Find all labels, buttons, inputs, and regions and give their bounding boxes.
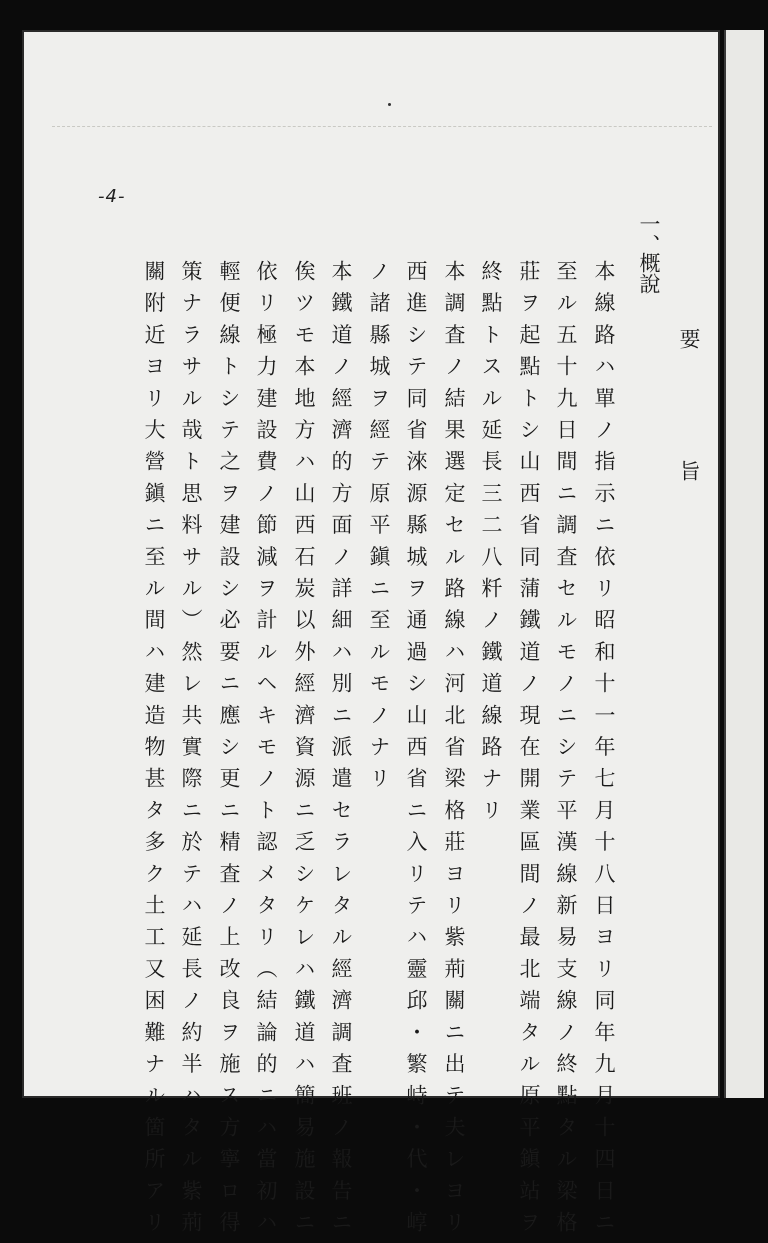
text-column-2: 至ル五十九日間ニ調査セルモノニシテ平漢線新易支線ノ終點タル梁格 <box>554 260 578 1243</box>
text-column-7: ノ諸縣城ヲ經テ原平鎭ニ至ルモノナリ <box>367 260 391 799</box>
text-column-9: 俟ツモ本地方ハ山西石炭以外經濟資源ニ乏シケレハ鐵道ハ簡易施設ニ <box>292 260 316 1243</box>
section-title: 概說 <box>637 252 661 294</box>
text-column-10: 依リ極力建設費ノ節減ヲ計ルヘキモノト認メタリ（結論的ニハ當初ハ <box>254 260 278 1243</box>
adjacent-page-edge <box>724 30 764 1098</box>
section-marker: 一、 <box>637 213 661 255</box>
header-rule <box>52 126 712 127</box>
page-number: -4- <box>98 186 126 207</box>
text-column-11: 輕便線トシテ之ヲ建設シ必要ニ應シ更ニ精査ノ上改良ヲ施ス方寧ロ得 <box>217 260 241 1243</box>
text-column-3: 莊ヲ起點トシ山西省同蒲鐵道ノ現在開業區間ノ最北端タル原平鎭站ヲ <box>517 260 541 1243</box>
title-char-2: 旨 <box>677 460 701 481</box>
text-column-4: 終點トスル延長三二八粁ノ鐵道線路ナリ <box>479 260 503 831</box>
document-page <box>22 30 720 1243</box>
text-column-12: 策ナラサル哉ト思料サル）然レ共實際ニ於テハ延長ノ約半ハタル紫荊 <box>179 260 203 1243</box>
text-column-6: 西進シテ同省淶源縣城ヲ通過シ山西省ニ入リテハ靈邱・繁峙・代・崞 <box>404 260 428 1243</box>
scan-speck <box>388 103 391 106</box>
text-column-13: 關附近ヨリ大營鎭ニ至ル間ハ建造物甚タ多ク土工又困難ナル箇所アリ <box>142 260 166 1243</box>
text-column-8: 本鐵道ノ經濟的方面ノ詳細ハ別ニ派遣セラレタル經濟調査班ノ報告ニ <box>329 260 353 1243</box>
title-char-1: 要 <box>677 328 701 349</box>
text-column-5: 本調査ノ結果選定セル路線ハ河北省梁格莊ヨリ紫荊關ニ出テ夫レヨリ <box>442 260 466 1243</box>
text-column-1: 本線路ハ單ノ指示ニ依リ昭和十一年七月十八日ヨリ同年九月十四日ニ <box>592 260 616 1243</box>
